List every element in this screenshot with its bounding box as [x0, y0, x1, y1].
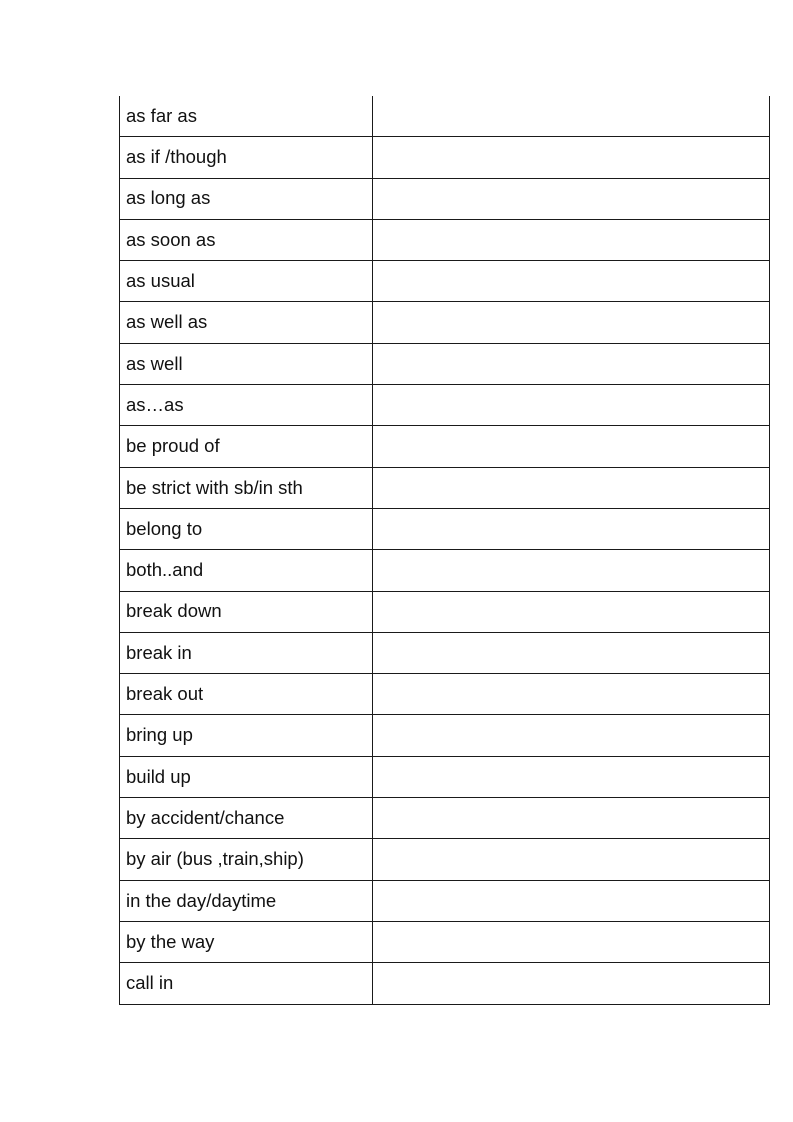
answer-cell: [373, 798, 769, 838]
phrase-cell: break in: [120, 633, 373, 673]
phrase-cell: by accident/chance: [120, 798, 373, 838]
table-row: [120, 715, 769, 756]
answer-cell: [373, 137, 769, 177]
phrase-cell: as soon as: [120, 220, 373, 260]
answer-cell: [373, 220, 769, 260]
phrase-cell: both..and: [120, 550, 373, 590]
table-row: [120, 963, 769, 1004]
phrase-cell: as if /though: [120, 137, 373, 177]
phrase-cell: break out: [120, 674, 373, 714]
table-row: [120, 633, 769, 674]
answer-cell: [373, 633, 769, 673]
phrase-cell: as long as: [120, 179, 373, 219]
answer-cell: [373, 261, 769, 301]
table-row: [120, 468, 769, 509]
table-row: [120, 592, 769, 633]
answer-cell: [373, 550, 769, 590]
answer-cell: [373, 426, 769, 466]
table-row: [120, 302, 769, 343]
table-row: [120, 96, 769, 137]
answer-cell: [373, 922, 769, 962]
table-row: [120, 426, 769, 467]
table-row: [120, 839, 769, 880]
answer-cell: [373, 963, 769, 1003]
phrase-cell: in the day/daytime: [120, 881, 373, 921]
answer-cell: [373, 302, 769, 342]
answer-cell: [373, 385, 769, 425]
table-row: [120, 261, 769, 302]
phrase-table: [119, 96, 770, 1005]
answer-cell: [373, 179, 769, 219]
table-row: [120, 550, 769, 591]
phrase-cell: by air (bus ,train,ship): [120, 839, 373, 879]
table-row: [120, 674, 769, 715]
answer-cell: [373, 674, 769, 714]
table-row: [120, 137, 769, 178]
phrase-cell: by the way: [120, 922, 373, 962]
table-row: [120, 922, 769, 963]
answer-cell: [373, 592, 769, 632]
table-row: [120, 509, 769, 550]
answer-cell: [373, 96, 769, 136]
phrase-cell: be strict with sb/in sth: [120, 468, 373, 508]
phrase-cell: build up: [120, 757, 373, 797]
phrase-cell: be proud of: [120, 426, 373, 466]
phrase-cell: as usual: [120, 261, 373, 301]
phrase-cell: bring up: [120, 715, 373, 755]
phrase-cell: as…as: [120, 385, 373, 425]
table-row: [120, 385, 769, 426]
table-row: [120, 344, 769, 385]
answer-cell: [373, 839, 769, 879]
table-row: [120, 757, 769, 798]
table-row: [120, 881, 769, 922]
phrase-cell: as well as: [120, 302, 373, 342]
answer-cell: [373, 468, 769, 508]
answer-cell: [373, 715, 769, 755]
phrase-cell: as far as: [120, 96, 373, 136]
answer-cell: [373, 509, 769, 549]
phrase-cell: break down: [120, 592, 373, 632]
answer-cell: [373, 344, 769, 384]
answer-cell: [373, 881, 769, 921]
table-row: [120, 179, 769, 220]
answer-cell: [373, 757, 769, 797]
table-row: [120, 798, 769, 839]
phrase-cell: belong to: [120, 509, 373, 549]
table-row: [120, 220, 769, 261]
phrase-cell: call in: [120, 963, 373, 1003]
phrase-cell: as well: [120, 344, 373, 384]
